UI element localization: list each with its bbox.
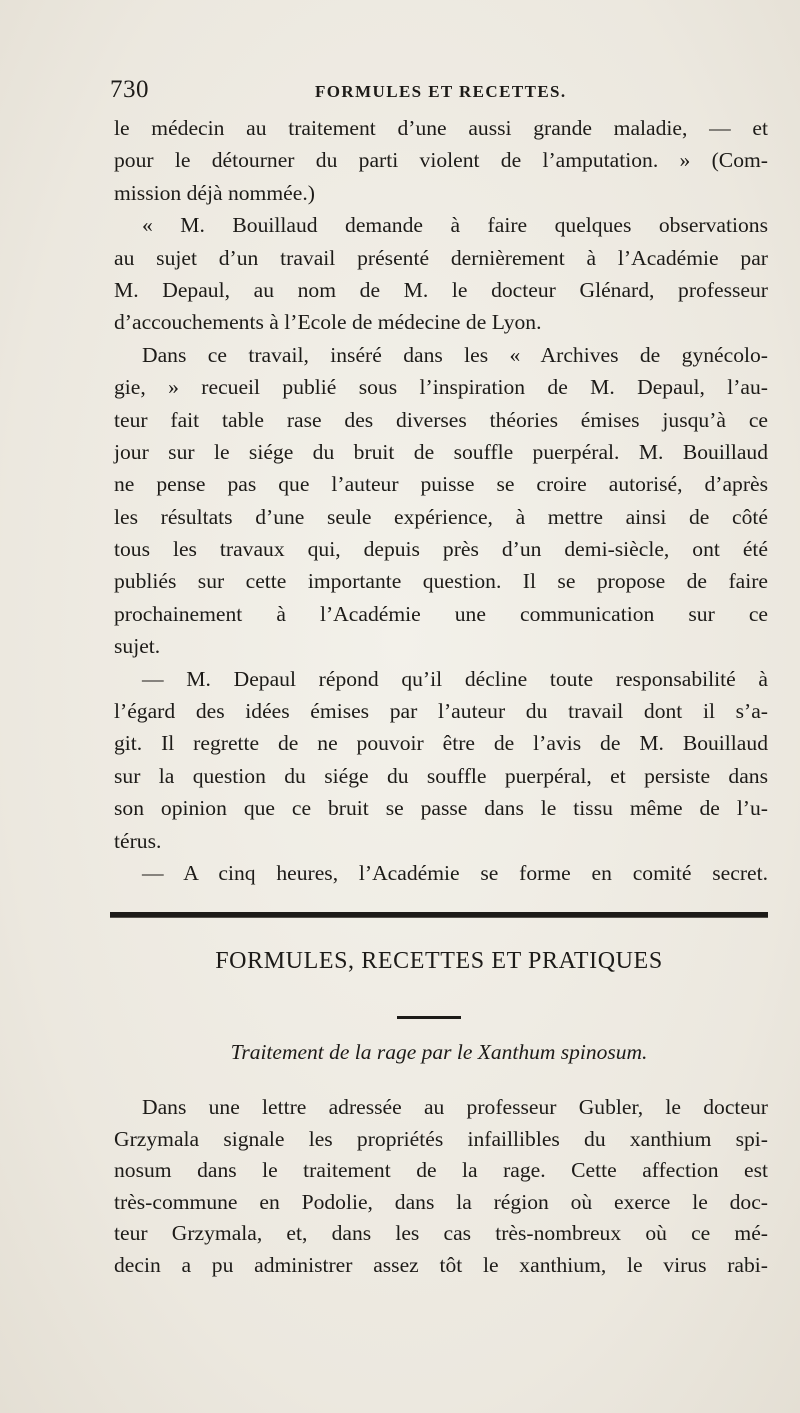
text-line: l’égard des idées émises par l’auteur du travail dont il s’a- bbox=[114, 699, 768, 724]
body-text-bottom bbox=[114, 1092, 768, 1282]
title-short-rule bbox=[397, 1016, 461, 1019]
text-line: Grzymala signale les propriétés infaillibles du xanthium spi- bbox=[114, 1126, 768, 1151]
text-line: gie, » recueil publié sous l’inspiration de M. Depaul, l’au- bbox=[114, 375, 768, 400]
text-line: son opinion que ce bruit se passe dans le tissu même de l’u- bbox=[114, 796, 768, 821]
text-line: jour sur le siége du bruit de souffle puerpéral. M. Bouillaud bbox=[114, 439, 768, 464]
text-line: — A cinq heures, l’Académie se forme en comité secret. bbox=[142, 860, 768, 885]
subsection-title: Traitement de la rage par le Xanthum spinosum. bbox=[230, 1040, 648, 1064]
section-title: FORMULES, RECETTES ET PRATIQUES bbox=[215, 948, 663, 974]
text-line: git. Il regrette de ne pouvoir être de l’avis de M. Bouillaud bbox=[114, 731, 768, 756]
text-line: d’accouchements à l’Ecole de médecine de Lyon. bbox=[114, 310, 542, 335]
body-text-top bbox=[114, 112, 768, 889]
text-line: les résultats d’une seule expérience, à mettre ainsi de côté bbox=[114, 504, 768, 529]
text-line: sur la question du siége du souffle puerpéral, et persiste dans bbox=[114, 763, 768, 788]
text-line: decin a pu administrer assez tôt le xanthium, le virus rabi- bbox=[114, 1252, 768, 1277]
text-line: mission déjà nommée.) bbox=[114, 180, 315, 205]
text-line: ne pense pas que l’auteur puisse se croire autorisé, d’après bbox=[114, 472, 768, 497]
page-number: 730 bbox=[110, 76, 149, 103]
text-line: — M. Depaul répond qu’il décline toute responsabilité à bbox=[142, 666, 768, 691]
section-divider-rule bbox=[110, 912, 768, 918]
text-line: « M. Bouillaud demande à faire quelques observations bbox=[142, 213, 768, 238]
text-line: le médecin au traitement d’une aussi grande maladie, — et bbox=[114, 116, 768, 140]
text-line: Dans ce travail, inséré dans les « Archives de gynécolo- bbox=[142, 342, 768, 367]
text-line: publiés sur cette importante question. Il se propose de faire bbox=[114, 569, 768, 594]
text-line: térus. bbox=[114, 828, 162, 853]
text-line: prochainement à l’Académie une communication sur ce bbox=[114, 601, 768, 626]
text-line: nosum dans le traitement de la rage. Cette affection est bbox=[114, 1158, 768, 1183]
text-line: tous les travaux qui, depuis près d’un demi-siècle, ont été bbox=[114, 537, 768, 562]
text-line: au sujet d’un travail présenté dernièrement à l’Académie par bbox=[114, 245, 768, 270]
running-title: FORMULES ET RECETTES. bbox=[315, 82, 567, 101]
text-line: pour le détourner du parti violent de l’amputation. » (Com- bbox=[114, 148, 768, 173]
running-head bbox=[110, 76, 765, 106]
text-line: sujet. bbox=[114, 634, 161, 659]
text-line: Dans une lettre adressée au professeur Gubler, le docteur bbox=[142, 1095, 768, 1119]
text-line: teur fait table rase des diverses théories émises jusqu’à ce bbox=[114, 407, 768, 432]
text-line: M. Depaul, au nom de M. le docteur Glénard, professeur bbox=[114, 277, 768, 302]
text-line: très-commune en Podolie, dans la région où exerce le doc- bbox=[114, 1189, 768, 1214]
text-line: teur Grzymala, et, dans les cas très-nombreux où ce mé- bbox=[114, 1221, 768, 1246]
